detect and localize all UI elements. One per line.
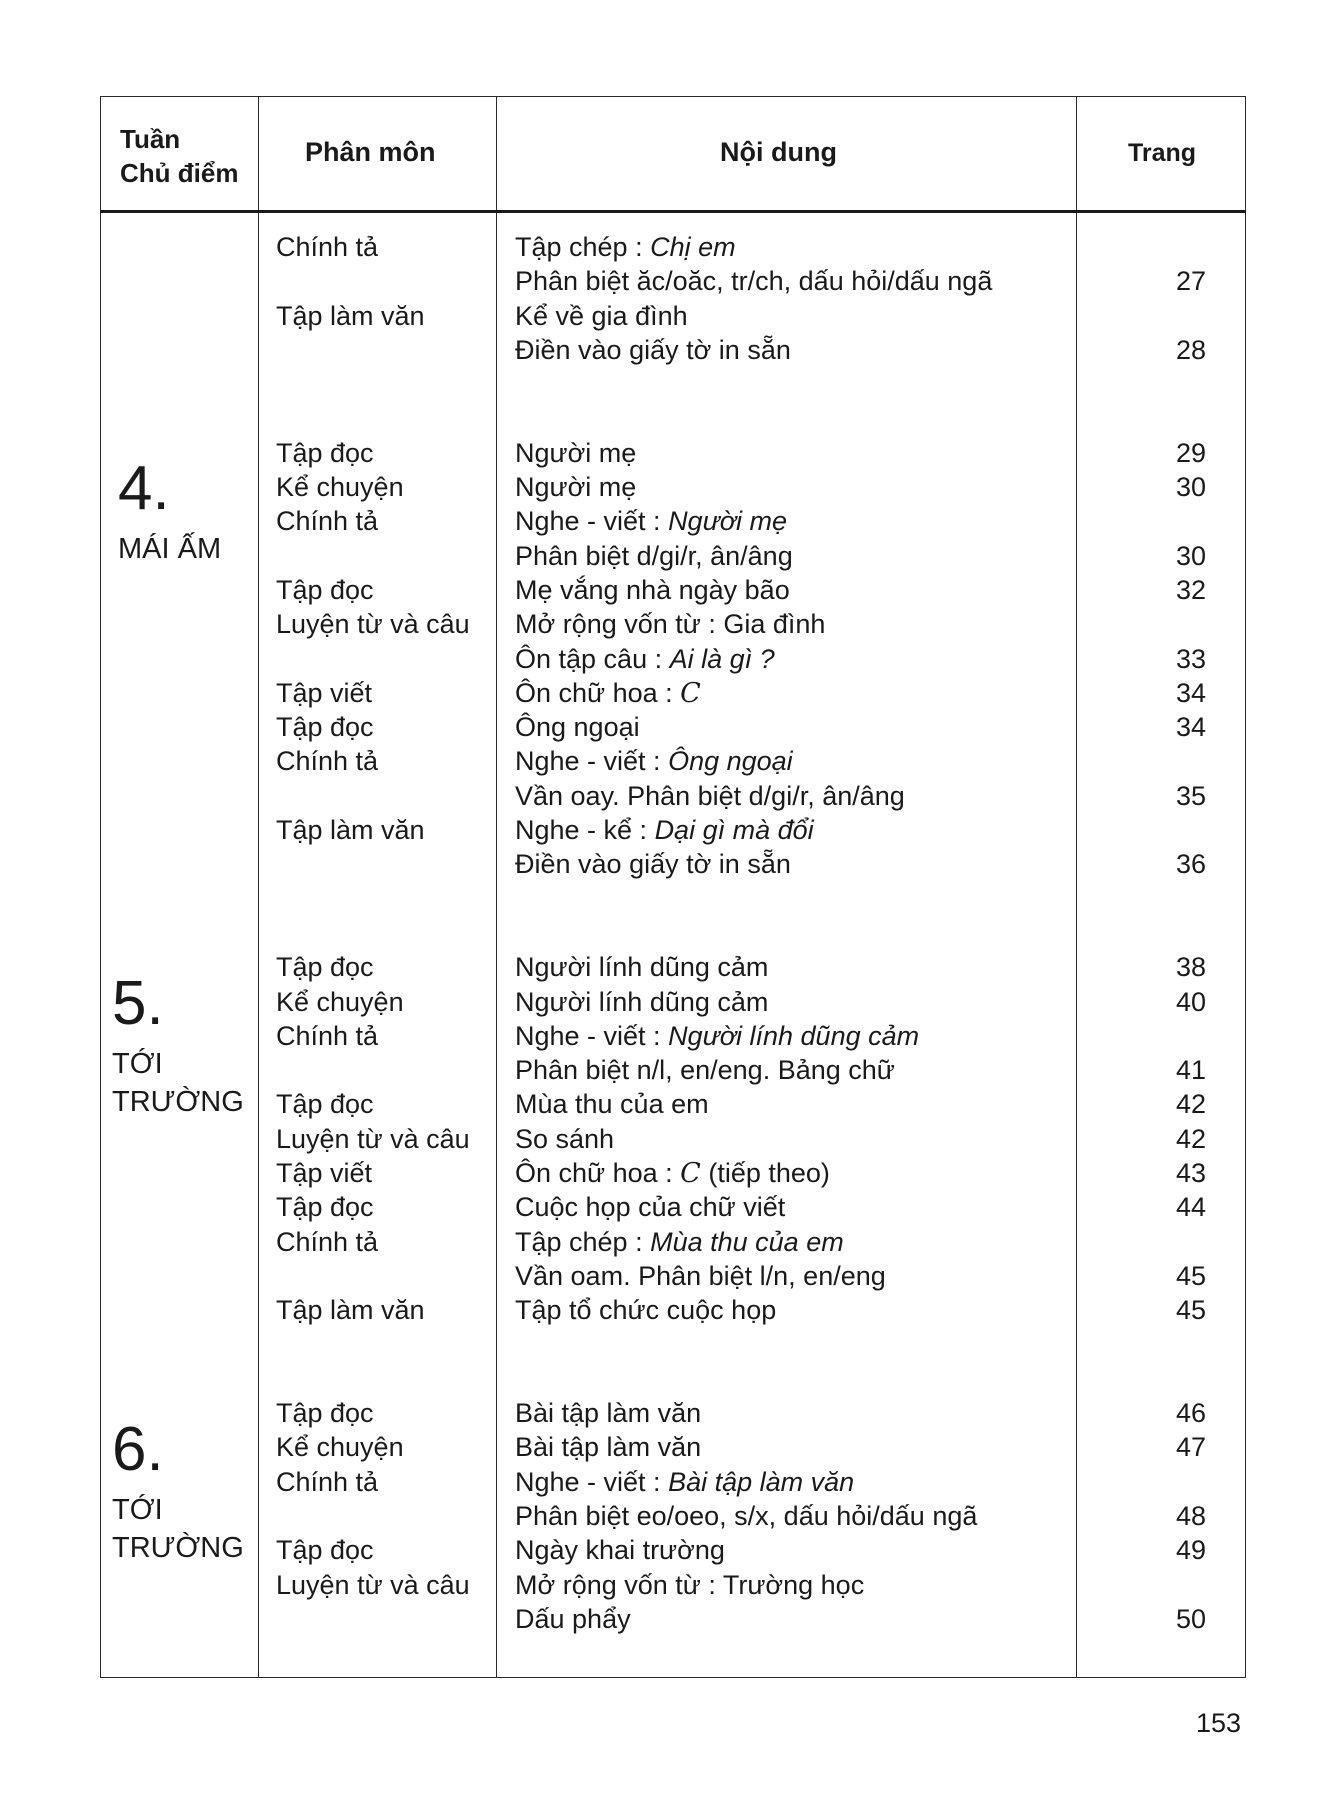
row-content [515,1225,844,1259]
row-content-text: Phân biệt ăc/oăc, tr/ch, dấu hỏi/dấu ngã [515,266,993,297]
row-content-suffix: (tiếp theo) [700,1158,830,1189]
row-page: 47 [1175,1432,1206,1463]
row-content-text: Phân biệt eo/oeo, s/x, dấu hỏi/dấu ngã [515,1500,978,1531]
toc-row [0,950,1337,984]
page-number: 153 [1196,1708,1242,1738]
row-page: 38 [1175,952,1206,983]
toc-row [0,1396,1337,1430]
toc-row [0,607,1337,641]
row-page: 45 [1175,1295,1206,1326]
header-content: Nội dung [720,137,837,167]
toc-row [0,710,1337,744]
row-page: 43 [1175,1158,1206,1189]
header-week-line2: Chủ điểm [120,158,239,188]
row-content [515,1053,895,1087]
row-subject: Chính tả [276,1226,379,1257]
row-content [515,1259,886,1293]
row-content [515,710,640,744]
row-content-text: Bài tập làm văn [515,1432,702,1463]
toc-row [0,676,1337,710]
row-content [515,573,790,607]
row-content-text: Mở rộng vốn từ : Trường học [515,1569,865,1600]
row-content [515,1533,725,1567]
row-page: 48 [1175,1500,1206,1531]
row-content-text: Mẹ vắng nhà ngày bão [515,574,790,605]
row-content-text: Ôn chữ hoa : [515,677,681,708]
row-content-title: Ai là gì ? [669,643,775,674]
row-subject: Tập đọc [276,1398,374,1429]
toc-row [0,1190,1337,1224]
row-page: 34 [1175,712,1206,743]
row-content [515,1293,776,1327]
row-content [515,230,736,264]
toc-row [0,1156,1337,1190]
row-content-text: Tập chép : [515,232,651,262]
row-content-letter: C [680,677,701,709]
row-content-title: Dại gì mà đổi [654,815,814,846]
row-content-text: Bài tập làm văn [515,1398,702,1429]
row-subject: Tập đọc [276,712,374,743]
row-page: 29 [1175,437,1206,468]
toc-row [0,1430,1337,1464]
row-content [515,333,791,367]
row-subject: Tập làm văn [276,1295,425,1326]
header-week [120,122,238,190]
row-content-title: Chị em [650,232,736,262]
row-content-text: Người lính dũng cảm [515,986,769,1017]
row-page: 33 [1175,643,1206,674]
row-page: 40 [1175,986,1206,1017]
row-content [515,1396,701,1430]
row-content [515,1190,785,1224]
row-content [515,779,905,813]
row-content-title: Bài tập làm văn [668,1466,855,1497]
row-subject: Chính tả [276,746,379,777]
toc-row [0,642,1337,676]
row-page: 49 [1175,1535,1206,1566]
row-content [515,1465,854,1499]
toc-row [0,1259,1337,1293]
toc-row [0,744,1337,778]
row-subject: Tập viết [276,1158,373,1189]
toc-rows [0,230,1337,1636]
row-content-text: Người mẹ [515,472,637,503]
row-content-text: Vần oay. Phân biệt d/gi/r, ân/âng [515,780,905,811]
row-page: 41 [1175,1055,1206,1086]
row-content-title: Ông ngoại [668,746,793,777]
row-page: 46 [1175,1398,1206,1429]
week-theme-line2: TRƯỜNG [112,1086,244,1118]
week-theme-line2: TRƯỜNG [112,1532,244,1564]
row-content [515,264,992,298]
row-subject: Tập làm văn [276,300,425,331]
row-page: 28 [1175,334,1206,365]
toc-row [0,1499,1337,1533]
row-content-text: Nghe - kể : [515,815,655,846]
row-content [515,744,793,778]
row-content [515,847,791,881]
row-content-text: Nghe - viết : [515,746,669,777]
row-page: 45 [1175,1260,1206,1291]
row-page: 30 [1175,472,1206,503]
row-content-text: Tập tổ chức cuộc họp [515,1295,777,1326]
row-subject: Kể chuyện [276,986,404,1017]
toc-row [0,985,1337,1019]
row-subject: Tập làm văn [276,815,425,846]
header-subject: Phân môn [305,137,436,167]
header-week-line1: Tuần [120,124,181,154]
row-content-text: Tập chép : [515,1226,651,1257]
toc-row [0,573,1337,607]
toc-row [0,470,1337,504]
row-content-text: Ôn tập câu : [515,643,670,674]
toc-row [0,1087,1337,1121]
row-content [515,1568,864,1602]
row-content-text: Nghe - viết : [515,1466,669,1497]
toc-row [0,1019,1337,1053]
row-content-text: Điền vào giấy tờ in sẵn [515,849,791,880]
row-page: 50 [1175,1603,1206,1634]
week-theme: MÁI ẤM [118,533,222,565]
row-content-title: Mùa thu của em [650,1226,844,1257]
row-content [515,539,793,573]
row-subject: Kể chuyện [276,1432,404,1463]
row-subject: Luyện từ và câu [276,609,470,640]
row-content-text: Ôn chữ hoa : [515,1158,681,1189]
row-content [515,1122,614,1156]
row-content-text: Dấu phẩy [515,1603,631,1634]
row-page: 42 [1175,1123,1206,1154]
section-gap [0,882,1337,951]
row-content [515,1156,830,1191]
row-page: 32 [1175,574,1206,605]
section-gap [0,1328,1337,1397]
toc-row [0,436,1337,470]
row-subject: Chính tả [276,232,379,262]
row-content [515,1602,631,1636]
row-content-text: Mùa thu của em [515,1089,709,1120]
row-subject: Kể chuyện [276,472,404,503]
header-page: Trang [1128,139,1197,167]
row-content-text: So sánh [515,1123,615,1154]
header-divider [100,210,1246,213]
row-subject: Chính tả [276,1466,379,1497]
row-content-text: Mở rộng vốn từ : Gia đình [515,609,826,640]
row-content-text: Ngày khai trường [515,1535,725,1566]
toc-row [0,1568,1337,1602]
row-page: 34 [1175,677,1206,708]
row-subject: Tập đọc [276,952,374,983]
row-content [515,1087,709,1121]
row-content-text: Phân biệt d/gi/r, ân/âng [515,540,793,571]
row-content [515,607,825,641]
row-subject: Luyện từ và câu [276,1123,470,1154]
row-content-text: Điền vào giấy tờ in sẵn [515,334,791,365]
row-content [515,813,814,847]
row-content [515,676,701,711]
row-subject: Luyện từ và câu [276,1569,470,1600]
week-number: 6. [112,1415,164,1484]
week-number: 5. [112,969,164,1038]
row-subject: Chính tả [276,1020,379,1051]
toc-row [0,1293,1337,1327]
toc-row [0,333,1337,367]
row-content-text: Phân biệt n/l, en/eng. Bảng chữ [515,1055,895,1086]
toc-row [0,1602,1337,1636]
toc-row [0,1122,1337,1156]
toc-row [0,847,1337,881]
row-content-title: Người mẹ [668,506,788,537]
row-page: 44 [1175,1192,1206,1223]
toc-row [0,779,1337,813]
row-content-text: Nghe - viết : [515,506,669,537]
toc-row [0,299,1337,333]
row-content [515,642,775,676]
row-subject: Chính tả [276,506,379,537]
row-content [515,1499,977,1533]
toc-row [0,1533,1337,1567]
row-content [515,470,636,504]
row-subject: Tập đọc [276,1192,374,1223]
row-content [515,299,688,333]
toc-row [0,813,1337,847]
row-subject: Tập đọc [276,574,374,605]
toc-row [0,539,1337,573]
row-page: 27 [1175,266,1206,297]
section-gap [0,367,1337,436]
row-content [515,950,768,984]
row-content-text: Kể về gia đình [515,300,688,331]
row-content-letter: C [680,1158,701,1190]
row-content [515,436,636,470]
row-page: 30 [1175,540,1206,571]
row-page: 36 [1175,849,1206,880]
row-content-text: Người mẹ [515,437,637,468]
row-subject: Tập đọc [276,437,374,468]
row-content-text: Người lính dũng cảm [515,952,769,983]
row-content-text: Cuộc họp của chữ viết [515,1192,786,1223]
toc-row [0,264,1337,298]
toc-row [0,230,1337,264]
row-content [515,1019,919,1053]
week-theme-line1: TỚI [112,1494,163,1526]
row-content [515,1430,701,1464]
toc-row [0,1225,1337,1259]
toc-row [0,504,1337,538]
row-subject: Tập đọc [276,1535,374,1566]
row-content-title: Người lính dũng cảm [668,1020,920,1051]
row-content [515,504,787,538]
row-content-text: Ông ngoại [515,712,640,743]
row-content-text: Nghe - viết : [515,1020,669,1051]
row-content-text: Vần oam. Phân biệt l/n, en/eng [515,1260,886,1291]
row-content [515,985,768,1019]
week-number: 4. [118,454,170,523]
toc-row [0,1465,1337,1499]
row-subject: Tập viết [276,677,373,708]
toc-row [0,1053,1337,1087]
row-subject: Tập đọc [276,1089,374,1120]
row-page: 35 [1175,780,1206,811]
week-theme-line1: TỚI [112,1048,163,1080]
row-page: 42 [1175,1089,1206,1120]
